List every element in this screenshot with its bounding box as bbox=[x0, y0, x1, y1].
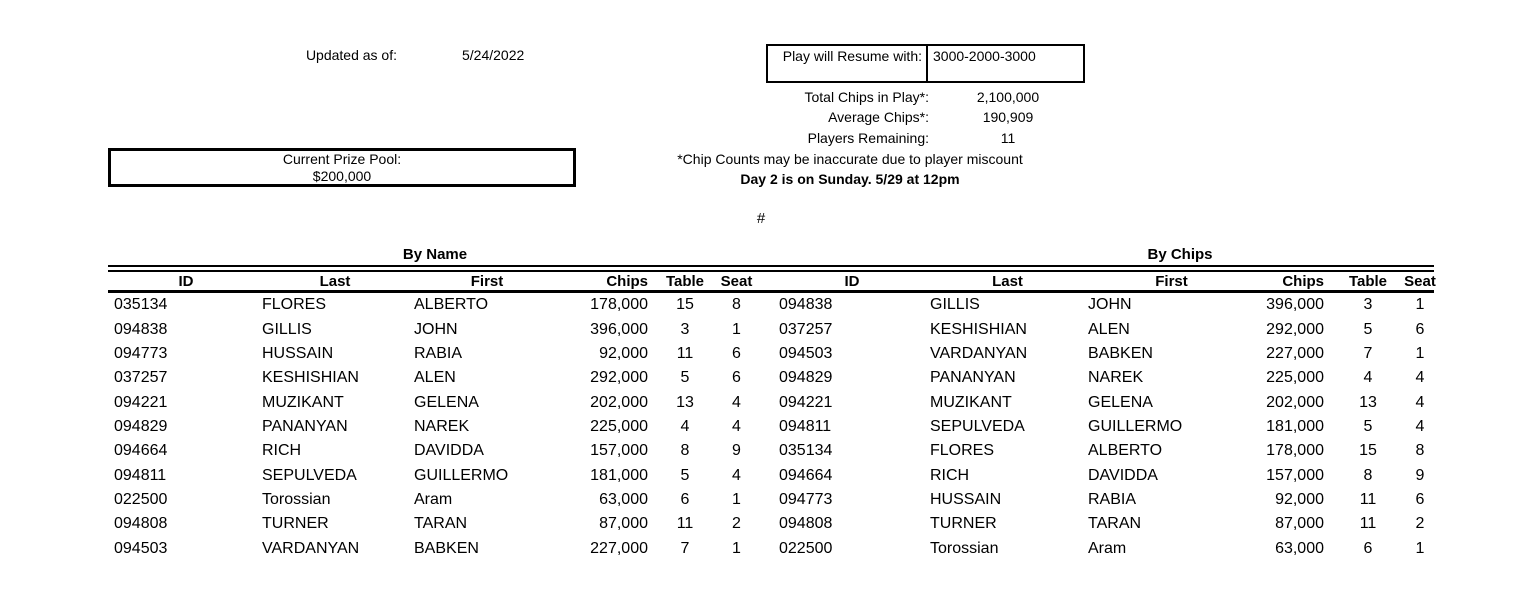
by-name-title: By Name bbox=[402, 246, 468, 263]
cell-bychips-chips: 157,000 bbox=[1266, 466, 1324, 484]
cell-byname-id: 094221 bbox=[114, 393, 168, 411]
cell-bychips-first: NAREK bbox=[1088, 369, 1144, 387]
cell-byname-seat: 4 bbox=[732, 393, 741, 411]
cell-byname-chips: 396,000 bbox=[590, 320, 648, 338]
cell-byname-last: SEPULVEDA bbox=[262, 466, 357, 484]
header-cell-seat-by-chips: Seat bbox=[1404, 272, 1436, 290]
cell-byname-first: DAVIDDA bbox=[414, 442, 484, 460]
cell-byname-seat: 1 bbox=[732, 320, 741, 338]
prize-pool-amount: $200,000 bbox=[312, 167, 372, 184]
cell-byname-first: ALBERTO bbox=[414, 296, 489, 314]
cell-bychips-seat: 4 bbox=[1415, 393, 1425, 411]
cell-byname-id: 022500 bbox=[114, 491, 168, 509]
cell-bychips-first: DAVIDDA bbox=[1088, 466, 1158, 484]
cell-byname-id: 094808 bbox=[114, 515, 168, 533]
cell-byname-chips: 178,000 bbox=[590, 296, 648, 314]
cell-byname-first: BABKEN bbox=[414, 539, 479, 557]
cell-byname-id: 035134 bbox=[114, 296, 168, 314]
cell-bychips-last: GILLIS bbox=[930, 296, 980, 314]
cell-bychips-first: GELENA bbox=[1088, 393, 1153, 411]
header-cell-chips-by-name: Chips bbox=[606, 272, 648, 290]
cell-bychips-id: 094829 bbox=[779, 369, 833, 387]
cell-byname-seat: 1 bbox=[732, 539, 741, 557]
cell-bychips-last: VARDANYAN bbox=[930, 344, 1028, 362]
cell-bychips-table: 8 bbox=[1363, 466, 1373, 484]
cell-byname-first: NAREK bbox=[414, 417, 470, 435]
cell-byname-first: GUILLERMO bbox=[414, 466, 509, 484]
cell-byname-id: 094503 bbox=[114, 539, 168, 557]
cell-byname-last: GILLIS bbox=[262, 320, 312, 338]
cell-bychips-chips: 92,000 bbox=[1275, 491, 1324, 509]
cell-bychips-table: 11 bbox=[1359, 515, 1377, 533]
cell-byname-chips: 181,000 bbox=[590, 466, 648, 484]
cell-bychips-last: TURNER bbox=[930, 515, 997, 533]
total-chips-value: 2,100,000 bbox=[976, 89, 1040, 105]
players-remaining-label: Players Remaining: bbox=[807, 130, 929, 146]
by-chips-title: By Chips bbox=[1147, 246, 1213, 263]
cell-bychips-first: ALBERTO bbox=[1088, 442, 1163, 460]
prize-pool-label: Current Prize Pool: bbox=[282, 150, 402, 167]
cell-bychips-id: 094221 bbox=[779, 393, 833, 411]
cell-bychips-id: 094773 bbox=[779, 491, 833, 509]
cell-byname-id: 094773 bbox=[114, 344, 168, 362]
cell-bychips-id: 037257 bbox=[779, 320, 833, 338]
cell-byname-chips: 63,000 bbox=[599, 491, 648, 509]
double-rule bbox=[108, 265, 1434, 272]
play-resume-box bbox=[766, 44, 1085, 83]
cell-bychips-id: 094664 bbox=[779, 466, 833, 484]
cell-byname-chips: 87,000 bbox=[599, 515, 648, 533]
cell-byname-first: Aram bbox=[414, 491, 453, 509]
cell-byname-chips: 292,000 bbox=[590, 369, 648, 387]
cell-bychips-chips: 292,000 bbox=[1266, 320, 1324, 338]
cell-bychips-chips: 178,000 bbox=[1266, 442, 1324, 460]
cell-byname-seat: 4 bbox=[732, 466, 741, 484]
cell-byname-seat: 6 bbox=[732, 369, 741, 387]
cell-bychips-last: MUZIKANT bbox=[930, 393, 1012, 411]
table-header-row bbox=[108, 272, 1434, 293]
cell-byname-table: 11 bbox=[676, 344, 694, 362]
cell-bychips-table: 5 bbox=[1363, 320, 1373, 338]
cell-byname-id: 037257 bbox=[114, 369, 168, 387]
header-cell-table-by-chips: Table bbox=[1348, 272, 1388, 290]
cell-bychips-first: JOHN bbox=[1088, 296, 1132, 314]
cell-bychips-first: TARAN bbox=[1088, 515, 1142, 533]
cell-byname-last: Torossian bbox=[262, 491, 331, 509]
cell-bychips-table: 3 bbox=[1363, 296, 1373, 314]
cell-byname-last: TURNER bbox=[262, 515, 329, 533]
cell-bychips-chips: 87,000 bbox=[1275, 515, 1324, 533]
table-titles bbox=[108, 246, 1434, 265]
cell-byname-table: 8 bbox=[680, 442, 690, 460]
cell-bychips-table: 7 bbox=[1363, 344, 1373, 362]
cell-bychips-id: 094503 bbox=[779, 344, 833, 362]
cell-bychips-first: ALEN bbox=[1088, 320, 1130, 338]
cell-bychips-table: 6 bbox=[1363, 539, 1373, 557]
cell-byname-seat: 9 bbox=[732, 442, 741, 460]
cell-byname-last: VARDANYAN bbox=[262, 539, 360, 557]
cell-byname-id: 094811 bbox=[114, 466, 167, 484]
cell-byname-table: 3 bbox=[680, 320, 690, 338]
cell-bychips-seat: 8 bbox=[1415, 442, 1425, 460]
cell-byname-chips: 227,000 bbox=[590, 539, 648, 557]
cell-bychips-last: SEPULVEDA bbox=[930, 417, 1025, 435]
total-chips-label: Total Chips in Play*: bbox=[804, 89, 929, 105]
cell-bychips-table: 5 bbox=[1363, 417, 1373, 435]
cell-byname-first: RABIA bbox=[414, 344, 463, 362]
cell-bychips-last: PANANYAN bbox=[930, 369, 1016, 387]
players-remaining-value: 11 bbox=[1000, 130, 1016, 146]
cell-bychips-chips: 225,000 bbox=[1266, 369, 1324, 387]
header-cell-chips-by-chips: Chips bbox=[1282, 272, 1324, 290]
cell-bychips-seat: 2 bbox=[1415, 515, 1425, 533]
cell-byname-first: GELENA bbox=[414, 393, 479, 411]
average-chips-value: 190,909 bbox=[982, 109, 1034, 125]
cell-byname-chips: 225,000 bbox=[590, 417, 648, 435]
cell-bychips-seat: 1 bbox=[1415, 539, 1425, 557]
cell-bychips-seat: 4 bbox=[1415, 369, 1425, 387]
chip-count-footnote: *Chip Counts may be inaccurate due to player miscount bbox=[677, 151, 1023, 167]
average-chips-label: Average Chips*: bbox=[828, 109, 929, 125]
cell-byname-last: HUSSAIN bbox=[262, 344, 334, 362]
cell-byname-seat: 1 bbox=[732, 491, 741, 509]
cell-byname-last: PANANYAN bbox=[262, 417, 348, 435]
cell-bychips-chips: 63,000 bbox=[1275, 539, 1324, 557]
cell-bychips-chips: 202,000 bbox=[1266, 393, 1324, 411]
cell-byname-table: 4 bbox=[680, 417, 690, 435]
cell-byname-id: 094664 bbox=[114, 442, 168, 460]
cell-bychips-first: Aram bbox=[1088, 539, 1127, 557]
header-cell-last-by-name: Last bbox=[319, 272, 351, 290]
cell-bychips-table: 15 bbox=[1359, 442, 1377, 460]
cell-byname-seat: 2 bbox=[732, 515, 741, 533]
cell-byname-table: 5 bbox=[680, 369, 690, 387]
hash-symbol: # bbox=[756, 210, 766, 227]
cell-bychips-chips: 181,000 bbox=[1266, 417, 1324, 435]
cell-byname-seat: 6 bbox=[732, 344, 741, 362]
cell-byname-table: 15 bbox=[676, 296, 694, 314]
cell-byname-table: 13 bbox=[676, 393, 694, 411]
cell-byname-table: 7 bbox=[680, 539, 690, 557]
cell-byname-table: 11 bbox=[676, 515, 694, 533]
header-cell-id-by-chips: ID bbox=[844, 272, 860, 290]
cell-bychips-id: 094808 bbox=[779, 515, 833, 533]
cell-bychips-last: RICH bbox=[930, 466, 970, 484]
cell-bychips-first: BABKEN bbox=[1088, 344, 1153, 362]
prize-pool-box bbox=[108, 148, 576, 187]
cell-bychips-chips: 227,000 bbox=[1266, 344, 1324, 362]
cell-byname-seat: 4 bbox=[732, 417, 741, 435]
cell-bychips-table: 13 bbox=[1359, 393, 1377, 411]
cell-byname-last: FLORES bbox=[262, 296, 327, 314]
table-body bbox=[108, 293, 1434, 561]
cell-bychips-seat: 4 bbox=[1415, 417, 1425, 435]
cell-bychips-first: RABIA bbox=[1088, 491, 1137, 509]
day2-note: Day 2 is on Sunday. 5/29 at 12pm bbox=[740, 171, 960, 187]
header-cell-last-by-chips: Last bbox=[992, 272, 1023, 290]
cell-byname-chips: 157,000 bbox=[590, 442, 648, 460]
cell-bychips-seat: 6 bbox=[1415, 491, 1425, 509]
cell-byname-id: 094838 bbox=[114, 320, 168, 338]
header-cell-first-by-name: First bbox=[470, 272, 504, 290]
cell-bychips-chips: 396,000 bbox=[1266, 296, 1324, 314]
cell-bychips-id: 022500 bbox=[779, 539, 833, 557]
cell-bychips-id: 035134 bbox=[779, 442, 833, 460]
cell-bychips-table: 4 bbox=[1363, 369, 1373, 387]
players-table bbox=[108, 246, 1434, 566]
cell-byname-first: JOHN bbox=[414, 320, 458, 338]
cell-bychips-id: 094811 bbox=[779, 417, 832, 435]
cell-bychips-seat: 1 bbox=[1415, 344, 1425, 362]
updated-as-of-label: Updated as of: bbox=[305, 47, 397, 63]
cell-byname-first: TARAN bbox=[414, 515, 468, 533]
cell-bychips-seat: 9 bbox=[1415, 466, 1425, 484]
play-resume-value: 3000-2000-3000 bbox=[933, 48, 1036, 64]
cell-byname-table: 6 bbox=[680, 491, 690, 509]
header-cell-first-by-chips: First bbox=[1155, 272, 1188, 290]
updated-as-of-date: 5/24/2022 bbox=[462, 47, 525, 63]
cell-byname-last: MUZIKANT bbox=[262, 393, 344, 411]
cell-byname-id: 094829 bbox=[114, 417, 168, 435]
header-cell-seat-by-name: Seat bbox=[720, 272, 753, 290]
cell-bychips-last: FLORES bbox=[930, 442, 995, 460]
cell-byname-last: KESHISHIAN bbox=[262, 369, 359, 387]
play-resume-label: Play will Resume with: bbox=[768, 46, 928, 81]
cell-bychips-last: Torossian bbox=[930, 539, 999, 557]
cell-bychips-last: KESHISHIAN bbox=[930, 320, 1027, 338]
cell-byname-seat: 8 bbox=[732, 296, 741, 314]
cell-bychips-seat: 1 bbox=[1415, 296, 1425, 314]
cell-bychips-table: 11 bbox=[1359, 491, 1377, 509]
header-cell-table-by-name: Table bbox=[665, 272, 705, 290]
cell-byname-first: ALEN bbox=[414, 369, 456, 387]
cell-byname-chips: 202,000 bbox=[590, 393, 648, 411]
header-cell-id-by-name: ID bbox=[178, 272, 194, 290]
cell-byname-last: RICH bbox=[262, 442, 302, 460]
cell-bychips-seat: 6 bbox=[1415, 320, 1425, 338]
cell-bychips-first: GUILLERMO bbox=[1088, 417, 1183, 435]
cell-byname-chips: 92,000 bbox=[599, 344, 648, 362]
cell-bychips-id: 094838 bbox=[779, 296, 833, 314]
cell-bychips-last: HUSSAIN bbox=[930, 491, 1002, 509]
cell-byname-table: 5 bbox=[680, 466, 690, 484]
